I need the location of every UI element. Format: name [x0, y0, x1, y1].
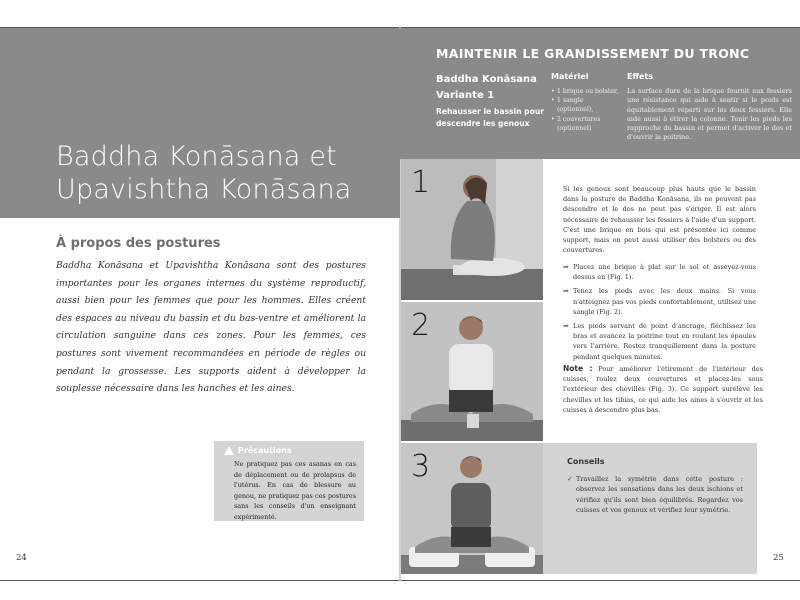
steps-list [563, 262, 756, 366]
figure-3-photo [401, 443, 543, 574]
about-text: Baddha Konāsana et Upavishtha Konāsana sont des postures importantes pour les organes internes du système reproductif, aussi bien pour les femmes que pour les hommes. Elles créent des espaces au niveau du bassin et du bas-ventre et améliorent la circulation sanguine dans ces zones. Pour les femmes, ces postures sont vivement recommandées en période de règles ou pendant la grossesse. Les supports aident à développer la souplesse nécessaire dans les hanches et les aines. [56, 260, 366, 395]
step-text: Tenez les pieds avec les deux mains. Si vous n'atteignez pas vos pieds confortablement, utilisez une sangle (Fig. 2). [573, 287, 756, 316]
conseils-item [567, 474, 743, 516]
precautions-header [224, 446, 356, 455]
precautions-text: Ne pratiquez pas ces asanas en cas de déplacement ou de prolapsus de l'utérus. En cas de blessure au genou, ne pratiquez pas ces postures sans les conseils d'un enseignant expérimenté. [234, 460, 356, 521]
materiel-item: • 2 couvertures (optionnel) [551, 115, 621, 133]
effets-heading: Effets [627, 72, 653, 81]
warning-triangle-icon [224, 446, 234, 455]
figure-number: 3 [411, 449, 431, 484]
arrow-right-icon: ➡ [563, 263, 569, 271]
conseils-title: Conseils [567, 457, 605, 466]
precautions-title: Précautions [238, 446, 292, 455]
intro-text: Si les genoux sont beaucoup plus hauts que le bassin dans la posture de Baddha Konāsana, ils ne peuvent pas descendre et le dos ne peut pas s'ériger. Il est alors nécessaire de rehausser les fessiers à l'aide d'un support. C'est une brique en bois qui est présentée ici comme support, mais on peut aussi utiliser des bolsters ou des couvertures. [563, 185, 756, 255]
title-line-1: Baddha Konāsana et [56, 141, 337, 172]
figure-1-photo [401, 159, 543, 300]
page-number-left: 24 [16, 553, 27, 563]
check-icon: ✓ [567, 475, 573, 483]
figure-2-photo [401, 302, 543, 441]
pose-name-line-2: Variante 1 [436, 90, 495, 101]
step-text: Les pieds servant de point d'ancrage, fléchissez les bras et avancez la poitrine tout en roulant les épaules vers l'arrière. Restez tranquillement dans la posture pendant quelques minutes. [573, 322, 756, 361]
step-item [563, 262, 756, 282]
conseils-text: Travaillez la symétrie dans cette posture : observez les sensations dans les deux ischions et vérifiez qu'ils sont bien équilibrés. Regardez vos cuisses et vos genoux et vérifiez leur symétrie. [576, 475, 743, 515]
pose-subtitle: Rehausser le bassin pour descendre les genoux [436, 107, 544, 128]
pose-name-line-1: Baddha Konāsana [436, 74, 537, 85]
conseils-box [543, 443, 757, 574]
page-title [56, 140, 401, 206]
effets-text: La surface dure de la brique fournit aux fessiers une résistance qui aide à sentir si le poids est équitablement réparti sur les deux fessiers. Elle aide aussi à étirer la colonne. Tenir les pieds les rapproche du bassin et permet d'activer le dos et d'ouvrir la poitrine. [627, 87, 792, 142]
section-title: MAINTENIR LE GRANDISSEMENT DU TRONC [436, 46, 750, 61]
materiel-list [551, 87, 621, 133]
figure-number: 1 [411, 165, 431, 200]
materiel-item: • 1 brique ou bolster, [551, 87, 621, 96]
title-line-2: Upavishtha Konāsana [56, 174, 352, 205]
note-paragraph [563, 364, 763, 415]
page-number-right: 25 [773, 553, 784, 563]
precautions-box [214, 441, 364, 521]
step-item [563, 321, 756, 362]
note-text: Pour améliorer l'étirement de l'intérieur des cuisses, roulez deux couvertures et placez-les sous l'extérieur des chevilles (Fig. 3). Ce support surélève les chevilles et les tibias, ce qui aide les aines à s'ouvrir et les cuisses à descendre plus bas. [563, 365, 763, 414]
arrow-right-icon: ➡ [563, 287, 569, 296]
step-item [563, 286, 756, 317]
arrow-right-icon: ➡ [563, 322, 569, 331]
materiel-item: • 1 sangle (optionnel), [551, 96, 621, 114]
about-heading: À propos des postures [56, 236, 221, 251]
figure-number: 2 [411, 308, 431, 343]
pose-name [436, 72, 546, 104]
materiel-heading: Matériel [551, 72, 589, 81]
note-label: Note : [563, 364, 593, 373]
step-text: Placez une brique à plat sur le sol et asseyez-vous dessus en (Fig. 1). [573, 263, 756, 282]
